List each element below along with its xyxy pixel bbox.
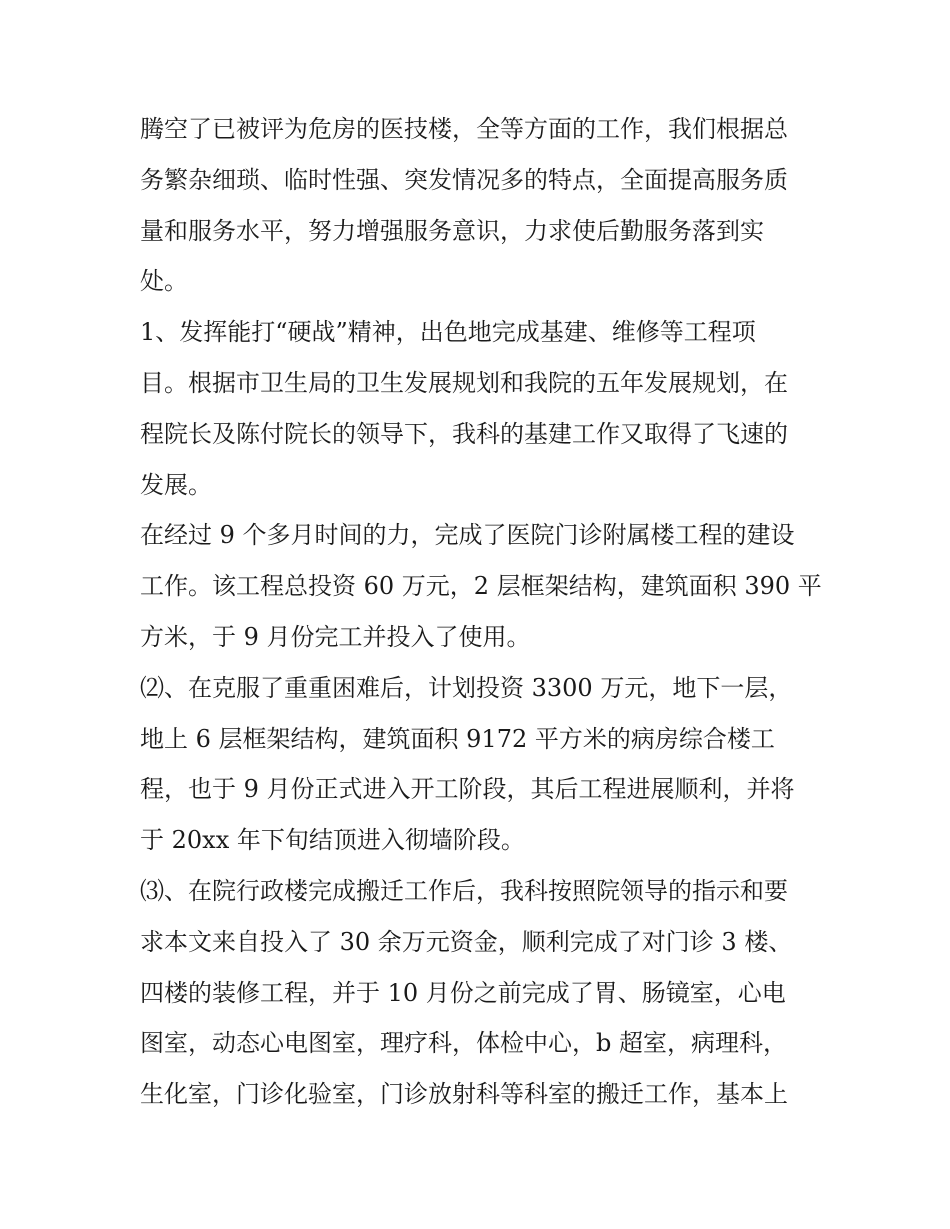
text-line: 程院长及陈付院长的领导下，我科的基建工作又取得了飞速的 bbox=[140, 419, 788, 448]
text-line: 四楼的装修工程，并于 10 月份之前完成了胃、肠镜室，心电 bbox=[140, 978, 786, 1007]
text-line: 处。 bbox=[140, 267, 188, 296]
text-line: ⑵、在克服了重重困难后，计划投资 3300 万元，地下一层， bbox=[140, 673, 793, 702]
text-line: 1、发挥能打“硬战”精神，出色地完成基建、维修等工程项 bbox=[140, 318, 756, 347]
text-line: 于 20xx 年下旬结顶进入彻墙阶段。 bbox=[140, 826, 525, 855]
text-line: 图室，动态心电图室，理疗科，体检中心，b 超室，病理科， bbox=[140, 1029, 787, 1058]
text-line: 在经过 9 个多月时间的力，完成了医院门诊附属楼工程的建设 bbox=[140, 521, 795, 550]
text-line: 程，也于 9 月份正式进入开工阶段，其后工程进展顺利，并将 bbox=[140, 775, 795, 804]
text-line: 地上 6 层框架结构，建筑面积 9172 平方米的病房综合楼工 bbox=[140, 724, 775, 753]
text-line: 生化室，门诊化验室，门诊放射科等科室的搬迁工作，基本上 bbox=[140, 1080, 788, 1109]
text-line: 求本文来自投入了 30 余万元资金，顺利完成了对门诊 3 楼、 bbox=[140, 927, 793, 956]
text-line: ⑶、在院行政楼完成搬迁工作后，我科按照院领导的指示和要 bbox=[140, 876, 788, 905]
body-text bbox=[140, 104, 820, 1120]
text-line: 务繁杂细琐、临时性强、突发情况多的特点，全面提高服务质 bbox=[140, 165, 788, 194]
text-line: 工作。该工程总投资 60 万元，2 层框架结构，建筑面积 390 平 bbox=[140, 572, 822, 601]
text-line: 量和服务水平，努力增强服务意识，力求使后勤服务落到实 bbox=[140, 216, 764, 245]
text-line: 方米，于 9 月份完工并投入了使用。 bbox=[140, 622, 531, 651]
text-line: 发展。 bbox=[140, 470, 212, 499]
text-line: 目。根据市卫生局的卫生发展规划和我院的五年发展规划，在 bbox=[140, 368, 788, 397]
text-line: 腾空了已被评为危房的医技楼，全等方面的工作，我们根据总 bbox=[140, 115, 788, 143]
